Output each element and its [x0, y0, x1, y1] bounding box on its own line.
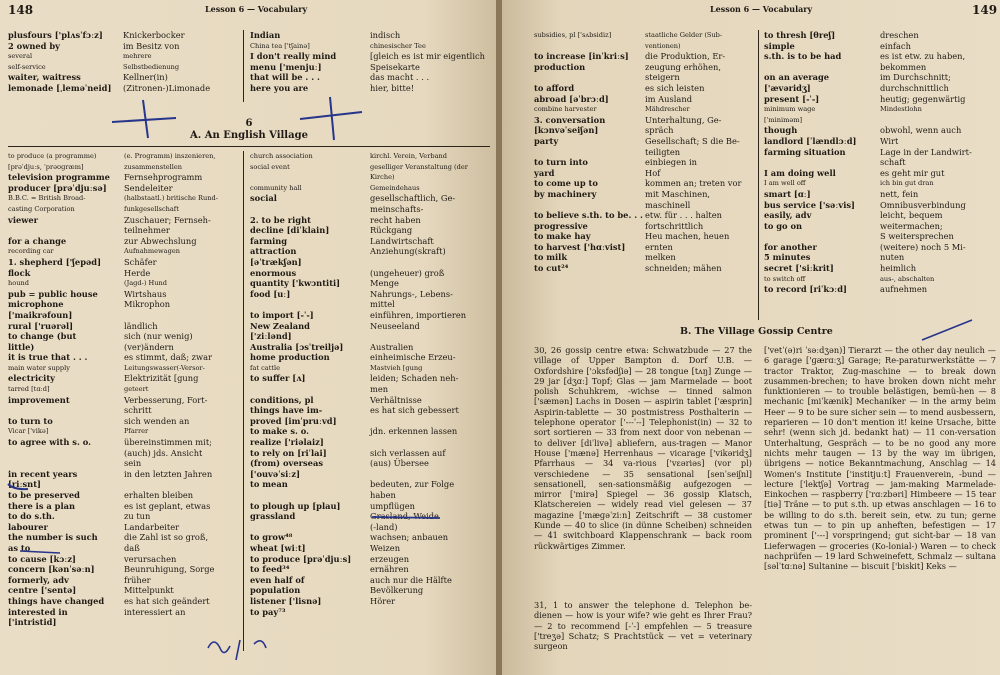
german-translation: das macht . . . — [370, 72, 430, 83]
german-translation: es geht mir gut — [880, 167, 945, 178]
running-header: Lesson 6 — Vocabulary — [710, 4, 813, 14]
german-translation: Mittelpunkt — [124, 585, 174, 596]
english-term: electricity — [8, 373, 55, 384]
german-translation: spräch — [645, 125, 674, 136]
german-translation: Fernsehprogramm — [124, 172, 203, 183]
english-term: the number is such — [8, 532, 98, 543]
english-term: to believe s.th. to be. . . — [534, 210, 643, 221]
english-term: to switch off — [764, 274, 806, 283]
german-translation: ventionen) — [645, 41, 681, 50]
german-translation: mehrere — [123, 52, 152, 61]
english-term: waiter, waitress — [8, 72, 81, 83]
german-translation: verursachen — [124, 553, 177, 564]
german-translation: Mindestlohn — [880, 105, 922, 114]
english-term: to do s.th. — [8, 511, 55, 522]
german-translation: obwohl, wenn auch — [880, 125, 962, 136]
german-translation: Weizen — [370, 542, 401, 553]
german-translation: Schäfer — [124, 256, 157, 267]
english-term: by machinery — [534, 188, 597, 199]
english-term: Indian — [250, 30, 281, 40]
german-translation: umpflügen — [370, 500, 415, 511]
german-translation: Aufnahmewagen — [124, 247, 180, 256]
german-translation: leiden; Schaden neh- — [370, 373, 459, 384]
english-term: [riːsnt] — [8, 479, 41, 490]
english-term: to turn into — [534, 157, 588, 168]
english-term: I don't really mind — [250, 51, 337, 62]
german-translation: Wirt — [880, 135, 899, 146]
german-translation: zu tun — [124, 511, 151, 522]
english-term: microphone — [8, 299, 64, 310]
german-translation: Elektrizität [gung — [124, 373, 199, 384]
german-translation: es ist etw. zu haben, — [880, 51, 966, 62]
german-translation: heutig; gegenwärtig — [880, 93, 966, 104]
english-term: ['ziːlənd] — [250, 331, 292, 342]
german-translation: S weitersprechen — [880, 231, 954, 242]
english-term: here you are — [250, 82, 309, 93]
german-translation: geteert — [124, 385, 149, 394]
german-translation: ernten — [645, 241, 673, 252]
english-term: it is true that . . . — [8, 352, 88, 363]
english-term: to change (but — [8, 331, 77, 342]
german-translation: (Zitronen-)Limonade — [123, 82, 211, 93]
english-term: combine harvester — [534, 105, 597, 114]
english-term: recording car — [8, 247, 54, 256]
german-translation: Verbesserung, Fort- — [124, 394, 208, 405]
english-term: to harvest ['hɑːvist] — [534, 241, 626, 252]
german-translation: staatliche Gelder (Sub- — [645, 31, 723, 39]
german-translation: Rückgang — [370, 225, 413, 236]
german-translation: auch nur die Hälfte — [370, 574, 452, 585]
german-translation: [gleich es ist mir eigentlich — [370, 51, 485, 62]
english-term: centre ['sentə] — [8, 585, 77, 596]
english-term: to cut²⁴ — [534, 263, 569, 274]
english-term: I am well off — [764, 179, 806, 188]
english-term: though — [764, 125, 798, 136]
page-number: 149 — [972, 3, 998, 17]
english-term: social — [250, 193, 277, 204]
german-translation: die Produktion, Er- — [645, 51, 726, 62]
english-term: main water supply — [8, 363, 70, 372]
german-translation: gesellschaftlich, Ge- — [370, 193, 456, 204]
german-translation: Omnibusverbindung — [880, 199, 966, 210]
german-translation: schneiden; mähen — [645, 263, 722, 274]
english-term: to plough up [plau] — [250, 500, 341, 511]
english-term: ['maikrəfoun] — [8, 309, 73, 320]
english-term: [kɔnvəˈseiʃən] — [534, 125, 599, 136]
german-translation: haben — [370, 490, 396, 500]
english-term: China tea ['tʃainə] — [250, 41, 310, 50]
english-term: to record [riˈkɔːd] — [764, 284, 847, 295]
german-translation: Grasland, Weide — [370, 511, 439, 522]
english-term: to thresh [θreʃ] — [764, 30, 836, 40]
english-term: plusfours ['plʌsˈfɔːz] — [8, 30, 103, 40]
english-term: yard — [534, 167, 555, 178]
english-term: I am doing well — [764, 167, 836, 178]
english-term: social event — [250, 162, 290, 171]
german-translation: Kirche) — [370, 173, 395, 182]
english-term: to be preserved — [8, 490, 80, 500]
english-term: secret ['siːkrit] — [764, 263, 834, 274]
german-translation: funkgesellschaft — [124, 204, 179, 213]
german-translation: Zuschauer; Fernseh- — [124, 214, 211, 225]
section-title: B. The Village Gossip Centre — [680, 326, 833, 337]
english-term: rural ['ruərəl] — [8, 320, 74, 331]
english-term: B.B.C. = British Broad- — [8, 194, 86, 203]
footnotes-paragraph-2: 31, 1 to answer the telephone d. Telephon be-dienen — how is your wife? wie geht es Ihrer Frau? — 2 to recommend [-ˈ-] empfehlen — 5 treasure ['treʒə] Schatz; S Prachtstück — vet = veterinary surgeon — [534, 600, 752, 652]
german-translation: Mikrophon — [124, 299, 171, 310]
english-term: to increase [inˈkriːs] — [534, 51, 629, 62]
english-term: interested in — [8, 606, 68, 617]
german-translation: teiligten — [645, 146, 681, 157]
german-translation: nuten — [880, 252, 905, 263]
english-term: food [uː] — [250, 288, 291, 299]
english-term: decline [diˈklain] — [250, 225, 330, 236]
german-translation: (-land) — [370, 521, 398, 532]
english-term: producer [prəˈdjuːsə] — [8, 182, 107, 193]
english-term: to come up to — [534, 178, 598, 189]
pen-marks — [0, 0, 498, 675]
german-translation: im Besitz von — [123, 40, 180, 51]
german-translation: zeugung erhöhen, — [645, 61, 722, 72]
german-translation: sich wenden an — [124, 415, 190, 426]
german-translation: jdn. erkennen lassen — [370, 426, 458, 437]
page-number: 148 — [8, 3, 34, 17]
german-translation: Menge — [370, 278, 399, 289]
german-translation: es stimmt, daß; zwar — [124, 352, 213, 363]
english-term: to suffer [ʌ] — [250, 373, 306, 384]
english-term: [prəˈdjuːs, ˈprəʊɡræm] — [8, 162, 84, 171]
english-term: to produce [prəˈdjuːs] — [250, 553, 352, 564]
english-term: to rely on [riˈlai] — [250, 447, 327, 458]
english-term: listener ['lisnə] — [250, 595, 322, 606]
footnotes-paragraph-3: ['vetˈ(ə)ri ˈsəːdʒən)] Tierarzt — the other day neulich — 6 garage ['ɡærɑːʒ] Garage; Re-paraturwerkstätte — 7 tractor Traktor, Zug-maschine — to break down zusammen-brechen; to have broken down nicht mehr funktionieren — to trouble belästigen, bemü-hen — 8 mechanic [miˈkænik] Mechaniker — in the army beim Heer — 9 to be sure sicher sein — to mend ausbessern, reparieren — 10 don't mention it! keine Ursache, bitte sehr! (wenn sich jd. bedankt hat) — 11 con-versation Unterhaltung, Gespräch — to be no good any more nichts mehr taugen — 13 by the way im übrigen, übrigens — notice Bekanntmachung, Anschlag — 14 Women's Institute ['institjuːt] Frauenverein, -bund — lecture ['lektʃə] Vortrag — jam-making Marmelade-Einkochen — raspberry ['rɑːzbəri] Himbeere — 15 tear [tiə] Träne — to put s.th. up etwas anschlagen — 16 to be willing to do s.th. bereit sein, etw. zu tun; gerne etwas tun — to pin up anheften, befestigen — 17 prominent ['---] vorspringend; gut sicht-bar — 18 van Lieferwagen — groceries (Ko-lonial-) Waren — to check nachprüfen — 19 lard Schweinefett, Schmalz — sultana [səlˈtɑːnə] Sultanine — biscuit ['biskit] Keks — — [764, 345, 996, 572]
german-translation: (auch) jds. Ansicht — [124, 447, 203, 458]
german-translation: im Durchschnitt; — [880, 72, 951, 83]
german-translation: sich verlassen auf — [370, 447, 446, 458]
english-term: ['intristid] — [8, 617, 57, 628]
german-translation: Unterhaltung, Ge- — [645, 114, 722, 125]
german-translation: geselliger Veranstaltung (der — [370, 162, 468, 171]
english-term: several — [8, 52, 33, 61]
english-term: ['ouvəˈsiːz] — [250, 468, 300, 479]
german-translation: sein — [124, 458, 142, 469]
english-term: to grow⁴⁸ — [250, 532, 293, 543]
running-header: Lesson 6 — Vocabulary — [205, 4, 308, 14]
english-term: labourer — [8, 521, 48, 532]
german-translation: es ist geplant, etwas — [124, 500, 211, 511]
english-term: to make s. o. — [250, 426, 310, 437]
german-translation: Wirtshaus — [124, 288, 167, 299]
german-translation: dreschen — [880, 30, 919, 40]
german-translation: ländlich — [124, 320, 158, 331]
german-translation: zusammenstellen — [124, 162, 182, 171]
english-term: ['ævəridʒ] — [764, 82, 811, 93]
pen-marks — [502, 0, 1000, 675]
english-term: even half of — [250, 574, 305, 585]
english-term: enormous — [250, 267, 297, 278]
english-term: concern [kənˈsəːn] — [8, 564, 95, 575]
german-translation: etw. für . . . halten — [645, 210, 723, 221]
english-term: bus service ['səːvis] — [764, 199, 855, 210]
english-term: minimum wage — [764, 105, 816, 114]
footnotes-paragraph-1: 30, 26 gossip centre etwa: Schwatzbude — 27 the village of Upper Bampton d. Dorf U.B. — Oxfordshire ['ɔksfədʃiə] — 28 tongue [tʌŋ] Zunge — 29 jar [dʒɑː] Topf; Glas — jam Marmelade — boot polish Schuhkrem, -wichse — tinned salmon ['sæmən] Lachs in Dosen — aspirin tablet ['æsprin] Aspirin-tablette — 30 postmistress Posthalterin — telephone operator ['---ˈ--] Telephonist(in) — 32 to sort sortieren — 33 from next door von nebenan — to deliver [diˈlivə] abliefern, aus-tragen — Manor House ['mænə] Herrenhaus — vicarage ['vikəridʒ] Pfarrhaus — 34 va-rious ['vɛəriəs] (vor pl) verschiedene — 35 sensational [senˈseiʃnl] sensationell, sen-sationsmäßig aufgezogen — mirror ['mirə] Spiegel — 36 gossip Klatsch, Klatschereien — widely read viel gelesen — 37 magazine ['mæɡəˈziːn] Zeitschrift — 38 customer Kunde — 40 to slice (in dünne Scheiben) schneiden — 41 switchboard Klappenschrank — back room rückwärtiges Zimmer. — [534, 345, 752, 551]
english-term: things have im- — [250, 405, 323, 416]
english-term: attraction — [250, 246, 297, 257]
german-translation: übereinstimmen mit; — [124, 437, 212, 448]
english-term: 5 minutes — [764, 252, 811, 263]
right-page — [502, 0, 1000, 675]
german-translation: (weitere) noch 5 Mi- — [880, 241, 966, 252]
english-term: little) — [8, 341, 35, 352]
german-translation: Bevölkerung — [370, 585, 424, 596]
english-term: Australia [ɔsˈtreiljə] — [250, 341, 344, 352]
german-translation: indisch — [370, 30, 401, 40]
english-term: 1. shepherd ['ʃepəd] — [8, 256, 102, 267]
english-term: [əˈtrækʃən] — [250, 256, 302, 267]
english-term: menu ['menjuː] — [250, 61, 322, 72]
english-term: 3. conversation — [534, 114, 606, 125]
english-term: in recent years — [8, 468, 78, 479]
english-term: Vicar ['vikə] — [8, 427, 49, 436]
english-term: community hall — [250, 183, 302, 192]
german-translation: durchschnittlich — [880, 82, 949, 93]
english-term: as to — [8, 542, 31, 553]
german-translation: recht haben — [370, 214, 421, 225]
german-translation: Gesellschaft; S die Be- — [645, 135, 740, 146]
german-translation: hier, bitte! — [370, 82, 415, 93]
german-translation: Sendeleiter — [124, 182, 173, 193]
english-term: farming situation — [764, 146, 846, 157]
english-term: progressive — [534, 220, 588, 231]
german-translation: Anziehung(skraft) — [370, 246, 446, 257]
english-term: production — [534, 61, 586, 72]
german-translation: Mastvieh [gung — [370, 363, 423, 372]
german-translation: es hat sich gebessert — [370, 405, 459, 416]
english-term: to pay⁷³ — [250, 606, 286, 617]
english-term: television programme — [8, 172, 110, 183]
german-translation: Landarbeiter — [124, 521, 180, 532]
german-translation: in den letzten Jahren — [124, 468, 213, 479]
english-term: viewer — [8, 214, 39, 225]
english-term: to milk — [534, 252, 568, 263]
english-term: 2 owned by — [8, 40, 60, 51]
german-translation: interessiert an — [124, 606, 186, 617]
german-translation: kirchl. Verein, Verband — [370, 152, 447, 160]
english-term: ['miniməm] — [764, 115, 803, 124]
german-translation: teilnehmer — [124, 225, 170, 236]
english-term: there is a plan — [8, 500, 76, 511]
german-translation: heimlich — [880, 263, 917, 274]
english-term: population — [250, 585, 301, 596]
english-term: easily, adv — [764, 210, 812, 221]
english-term: things have changed — [8, 595, 105, 606]
english-term: self-service — [8, 62, 46, 71]
english-term: fat cattle — [250, 363, 281, 372]
english-term: conditions, pl — [250, 394, 314, 405]
english-term: quantity ['kwɔntiti] — [250, 278, 341, 289]
german-translation: aus-, abschalten — [880, 274, 935, 283]
german-translation: Gemeindehaus — [370, 183, 420, 192]
german-translation: Hof — [645, 167, 661, 178]
german-translation: ich bin gut dran — [880, 179, 934, 188]
left-page — [0, 0, 498, 675]
german-translation: chinesischer Tee — [370, 41, 426, 50]
english-term: to produce (a programme) — [8, 152, 97, 160]
german-translation: steigern — [645, 72, 680, 83]
english-term: (from) overseas — [250, 458, 323, 469]
english-term: to cause [kɔːz] — [8, 553, 76, 564]
english-term: to feed³⁴ — [250, 564, 290, 575]
german-translation: weitermachen; — [880, 220, 943, 231]
german-translation: früher — [124, 574, 151, 585]
english-term: proved [imˈpruːvd] — [250, 415, 337, 426]
german-translation: ernähren — [370, 564, 409, 575]
english-term: abroad [əˈbrɔːd] — [534, 93, 609, 104]
german-translation: (ungeheuer) groß — [370, 267, 445, 278]
german-translation: erhalten bleiben — [124, 490, 194, 500]
english-term: for a change — [8, 235, 67, 246]
german-translation: Kellner(in) — [123, 72, 168, 83]
german-translation: einfach — [880, 40, 911, 51]
german-translation: (Jagd-) Hund — [124, 279, 167, 288]
english-term: New Zealand — [250, 320, 310, 331]
english-term: pub = public house — [8, 288, 98, 299]
english-term: to go on — [764, 220, 803, 231]
english-term: grassland — [250, 511, 296, 522]
english-term: realize ['riəlaiz] — [250, 437, 324, 448]
english-term: landlord [ˈlændlɔːd] — [764, 135, 857, 146]
english-term: formerly, adv — [8, 574, 69, 585]
english-term: home production — [250, 352, 330, 363]
german-translation: (ver)ändern — [124, 341, 174, 352]
german-translation: mit Maschinen, — [645, 188, 711, 199]
english-term: 2. to be right — [250, 214, 311, 225]
german-translation: die Zahl ist so groß, — [124, 532, 209, 543]
german-translation: bekommen — [880, 61, 927, 72]
english-term: to agree with s. o. — [8, 437, 92, 448]
english-term: to mean — [250, 479, 288, 490]
english-term: farming — [250, 235, 288, 246]
english-term: party — [534, 135, 559, 146]
german-translation: Pfarrer — [124, 427, 149, 436]
english-term: to afford — [534, 82, 575, 93]
german-translation: daß — [124, 542, 140, 553]
english-term: improvement — [8, 394, 70, 405]
german-translation: erzeugen — [370, 553, 410, 564]
english-term: to make hay — [534, 231, 591, 242]
german-translation: Hörer — [370, 595, 396, 606]
english-term: subsidies, pl ['sʌbsidiz] — [534, 31, 612, 39]
german-translation: maschinell — [645, 199, 691, 210]
german-translation: Verhältnisse — [370, 394, 422, 405]
german-translation: Lage in der Landwirt- — [880, 146, 972, 157]
english-term: present [-ˈ-] — [764, 93, 820, 104]
german-translation: (e. Programm) inszenieren, — [124, 152, 216, 160]
english-term: simple — [764, 40, 795, 51]
english-term: to turn to — [8, 415, 53, 426]
german-translation: einbiegen in — [645, 157, 697, 168]
german-translation: Selbstbedienung — [123, 62, 180, 71]
german-translation: sich (nur wenig) — [124, 331, 193, 342]
german-translation: kommen an; treten vor — [645, 178, 742, 189]
english-term: that will be . . . — [250, 72, 320, 83]
german-translation: men — [370, 384, 389, 395]
english-term: for another — [764, 241, 817, 252]
german-translation: schaft — [880, 157, 906, 168]
english-term: smart [ɑː] — [764, 188, 811, 199]
english-term: flock — [8, 267, 31, 278]
german-translation: nett, fein — [880, 188, 919, 199]
german-translation: Neuseeland — [370, 320, 420, 331]
english-term: to import [-ˈ-] — [250, 309, 314, 320]
german-translation: es hat sich geändert — [124, 595, 210, 606]
german-translation: Leitungswasser(-Versor- — [124, 363, 205, 372]
german-translation: Heu machen, heuen — [645, 231, 730, 242]
german-translation: wachsen; anbauen — [370, 532, 449, 543]
german-translation: Herde — [124, 267, 151, 278]
german-translation: bedeuten, zur Folge — [370, 479, 455, 490]
english-term: lemonade [ˌleməˈneid] — [8, 82, 112, 93]
german-translation: melken — [645, 252, 676, 263]
german-translation: fortschrittlich — [645, 220, 704, 231]
german-translation: (aus) Übersee — [370, 458, 429, 469]
german-translation: (halbstaatl.) britische Rund- — [124, 194, 218, 203]
german-translation: Nahrungs-, Lebens- — [370, 288, 453, 299]
german-translation: leicht, bequem — [880, 210, 943, 221]
german-translation: Speisekarte — [370, 61, 420, 72]
section-number: 6 — [245, 118, 253, 129]
german-translation: Australien — [370, 341, 414, 352]
section-title: A. An English Village — [190, 130, 308, 141]
german-translation: aufnehmen — [880, 284, 928, 295]
english-term: wheat [wiːt] — [250, 542, 306, 553]
english-term: hound — [8, 279, 29, 288]
english-term: tarred [tɑːd] — [8, 385, 50, 394]
german-translation: es sich leisten — [645, 82, 705, 93]
german-translation: einheimische Erzeu- — [370, 352, 456, 363]
english-term: casting Corporation — [8, 204, 75, 213]
german-translation: einführen, importieren — [370, 309, 467, 320]
english-term: s.th. is to be had — [764, 51, 842, 62]
german-translation: schritt — [124, 405, 152, 416]
german-translation: Landwirtschaft — [370, 235, 434, 246]
german-translation: im Ausland — [645, 93, 693, 104]
german-translation: Mähdrescher — [645, 105, 690, 114]
german-translation: meinschafts- — [370, 203, 424, 214]
german-translation: zur Abwechslung — [124, 235, 197, 246]
english-term: on an average — [764, 72, 830, 83]
german-translation: mittel — [370, 299, 395, 310]
english-term: church association — [250, 152, 313, 160]
german-translation: Knickerbocker — [123, 30, 185, 40]
german-translation: Beunruhigung, Sorge — [124, 564, 215, 575]
